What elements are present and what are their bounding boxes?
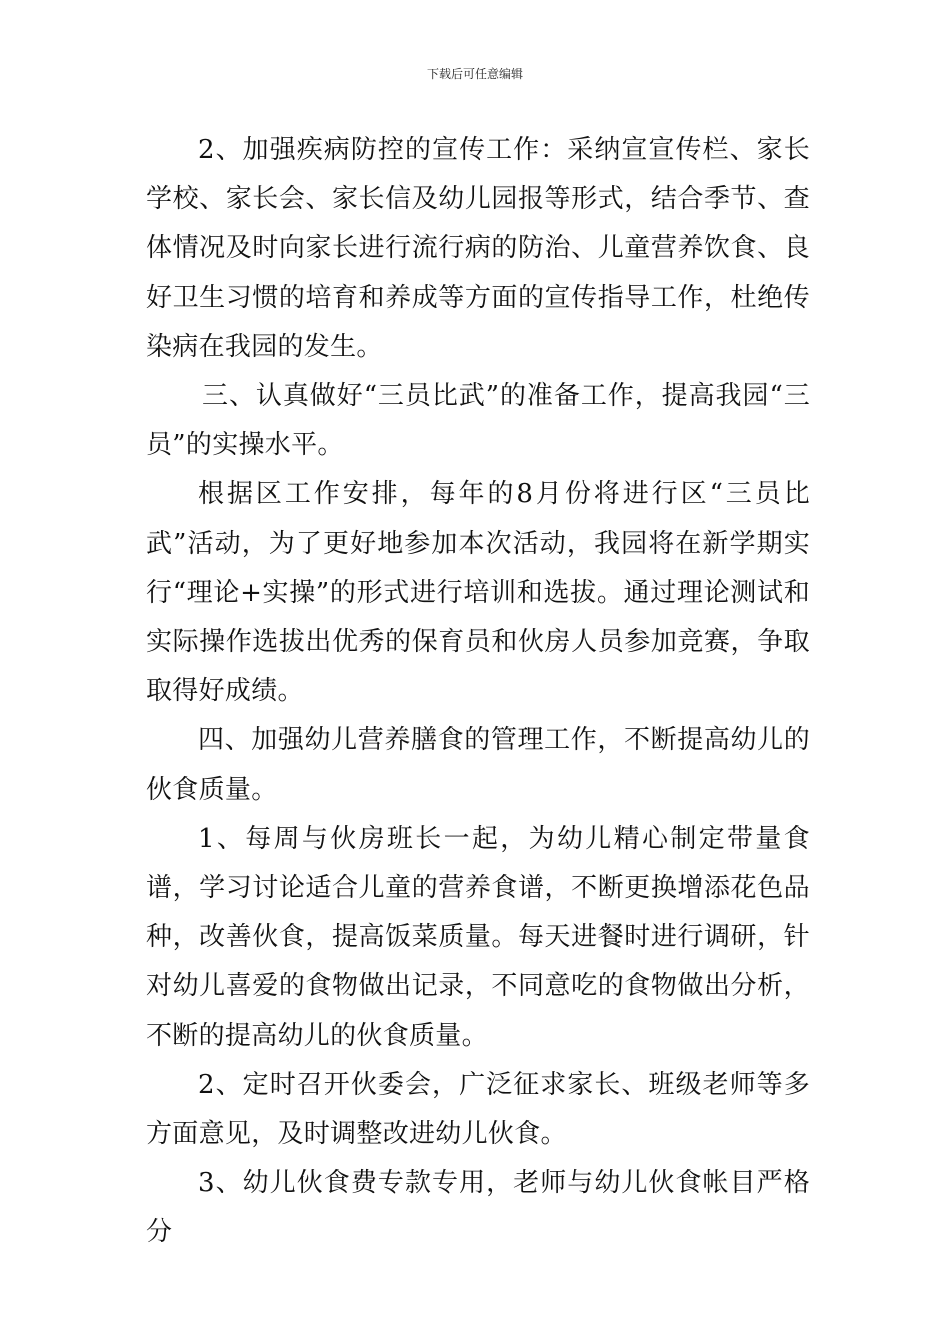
paragraph-competition: 根据区工作安排，每年的8月份将进行区“三员比武”活动，为了更好地参加本次活动，我园将在新学期实行“理论+实操”的形式进行培训和选拔。通过理论测试和实际操作选拔出优秀的保育员和伙房人员参加竞赛，争取取得好成绩。 <box>146 479 810 707</box>
paragraph-food-fund: 3、幼儿伙食费专款专用，老师与幼儿伙食帐目严格分 <box>146 1168 810 1248</box>
document-body <box>146 126 810 1258</box>
section-heading-three: 三、认真做好“三员比武”的准备工作，提高我园“三员”的实操水平。 <box>146 381 810 461</box>
section-heading-four: 四、加强幼儿营养膳食的管理工作，不断提高幼儿的伙食质量。 <box>146 725 810 805</box>
page-header: 下载后可任意编辑 <box>426 67 523 81</box>
paragraph-disease-prevention: 2、加强疾病防控的宣传工作：采纳宣宣传栏、家长学校、家长会、家长信及幼儿园报等形式，结合季节、查体情况及时向家长进行流行病的防治、儿童营养饮食、良好卫生习惯的培育和养成等方面的宣传指导工作，杜绝传染病在我园的发生。 <box>146 135 810 362</box>
paragraph-food-committee: 2、定时召开伙委会，广泛征求家长、班级老师等多方面意见，及时调整改进幼儿伙食。 <box>146 1069 810 1150</box>
paragraph-weekly-menu: 1、每周与伙房班长一起，为幼儿精心制定带量食谱，学习讨论适合儿童的营养食谱，不断更换增添花色品种，改善伙食，提高饭菜质量。每天进餐时进行调研，针对幼儿喜爱的食物做出记录，不同意吃的食物做出分析，不断的提高幼儿的伙食质量。 <box>146 823 810 1051</box>
